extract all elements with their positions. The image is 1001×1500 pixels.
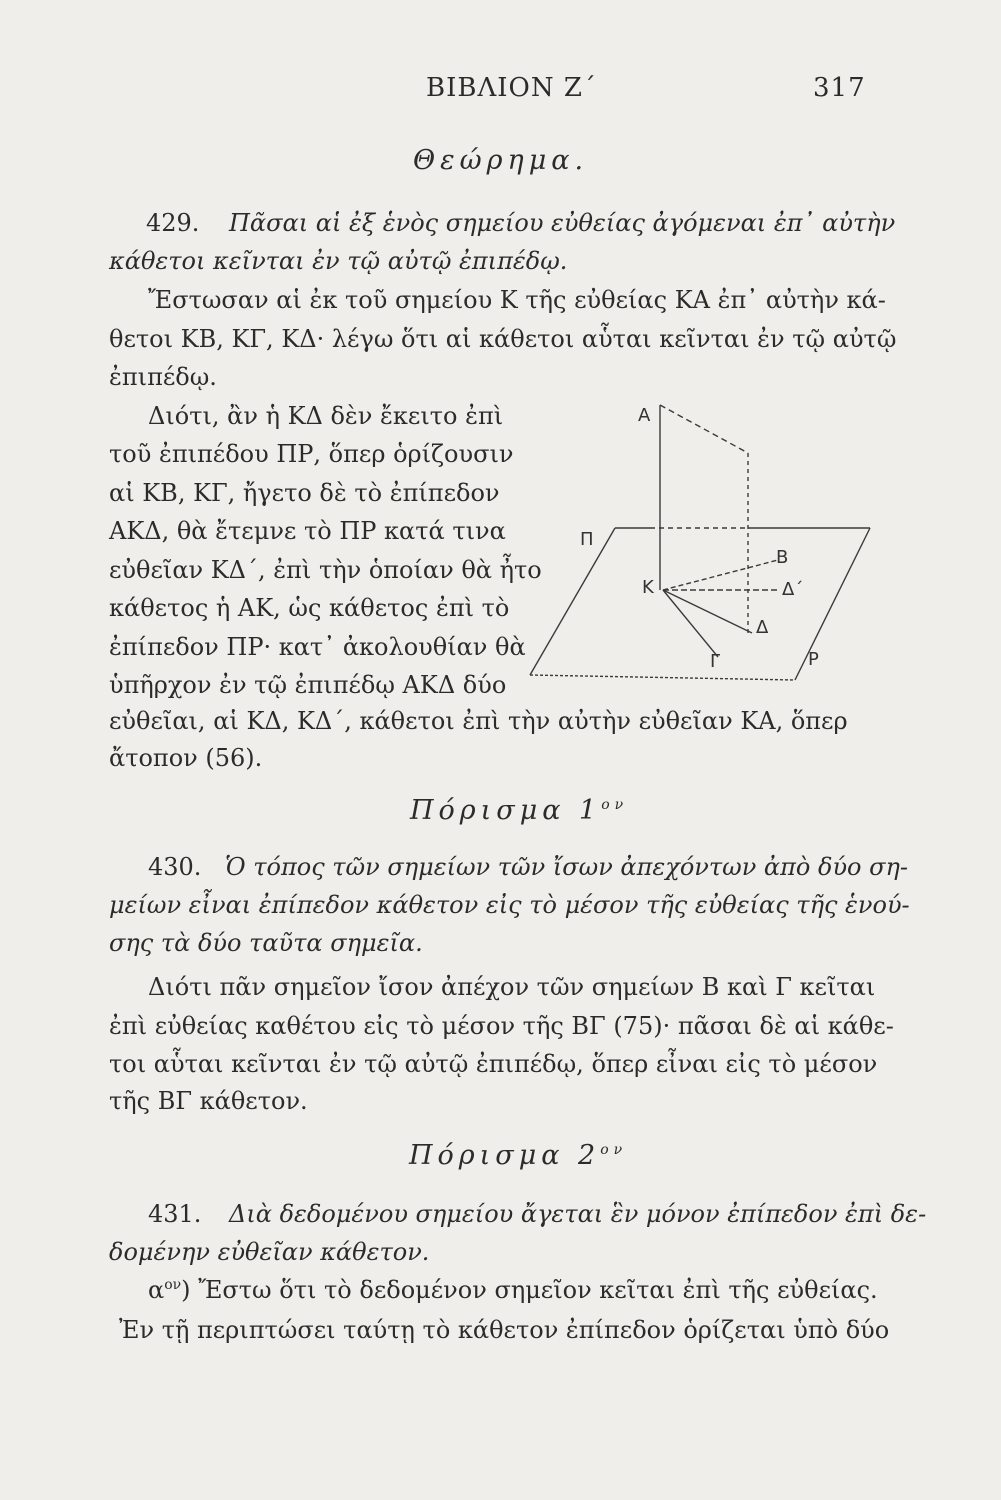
case-marker-sup: ον [164,1277,182,1293]
corollary-2-proof-line-1: Ἔστω ὅτι τὸ δεδομένον σημεῖον κεῖται ἐπὶ τῆς εὐθείας. [198,1276,878,1304]
corollary-2-heading-sup: ον [600,1142,628,1158]
corollary-1-statement-line-1: Ὁ τόπος τῶν σημείων τῶν ἴσων ἀπεχόντων ἀπὸ δύο ση- [225,853,908,881]
plane-bottom-edge [530,675,795,680]
corollary-1-proof-line-1: Διότι πᾶν σημεῖον ἴσον ἀπέχον τῶν σημείων Β καὶ Γ κεῖται [148,973,876,1001]
case-marker-paren: ) [181,1276,191,1304]
proof-intro-line-2: θετοι ΚΒ, ΚΓ, ΚΔ· λέγω ὅτι αἱ κάθετοι αὗται κεῖνται ἐν τῷ αὐτῷ [109,325,897,353]
case-marker: α [148,1276,165,1304]
corollary-2-heading-text: Πόρισμα 2 [409,1140,601,1171]
running-head: ΒΙΒΛΙΟΝ Ζ΄ [426,73,597,103]
proof-intro-line-1: Ἔστωσαν αἱ ἐκ τοῦ σημείου Κ τῆς εὐθείας ΚΑ ἐπ᾿ αὐτὴν κά- [148,286,886,314]
proof-line-6: κάθετος ἡ ΑΚ, ὡς κάθετος ἐπὶ τὸ [109,594,510,622]
label-K: Κ [642,577,654,598]
line-KG [663,590,718,657]
proof-line-5: εὐθεῖαν ΚΔ΄, ἐπὶ τὴν ὁποίαν θὰ ἦτο [109,556,542,584]
theorem-statement-line-1: Πᾶσαι αἱ ἐξ ἑνὸς σημείου εὐθείας ἀγόμεναι ἐπ᾿ αὐτὴν [229,209,896,237]
corollary-2-proof-line-2: Ἐν τῇ περιπτώσει ταύτῃ τὸ κάθετον ἐπίπεδον ὁρίζεται ὑπὸ δύο [119,1316,890,1344]
corollary-2-statement-line-1: Διὰ δεδομένου σημείου ἄγεται ἓν μόνον ἐπίπεδον ἐπὶ δε- [229,1200,927,1228]
line-A-top [660,405,748,453]
line-KB [663,560,778,590]
proof-line-1: Διότι, ἂν ἡ ΚΔ δὲν ἔκειτο ἐπὶ [148,402,504,430]
corollary-1-heading-text: Πόρισμα 1 [410,795,602,826]
label-D-prime: Δ΄ [782,579,804,600]
plane-right-edge [795,528,870,680]
corollary-2-heading [409,1140,627,1171]
corollary-1-heading-sup: ον [601,797,629,813]
label-P: Π [580,529,594,550]
proof-intro-line-3: ἐπιπέδῳ. [109,363,217,391]
geometry-figure [520,395,890,715]
plane-left-edge [530,528,615,675]
corollary-1-proof-line-2: ἐπὶ εὐθείας καθέτου εἰς τὸ μέσον τῆς ΒΓ (75)· πᾶσαι δὲ αἱ κάθε- [109,1012,894,1040]
corollary-1-statement-line-3: σης τὰ δύο ταῦτα σημεῖα. [109,929,423,957]
page-number: 317 [813,73,866,103]
theorem-heading: Θεώρημα. [413,145,589,176]
corollary-2-number: 431. [148,1200,202,1228]
label-D: Δ [756,617,769,638]
label-G: Γ [710,651,721,672]
label-A: Α [638,405,651,426]
proof-line-4: ΑΚΔ, θὰ ἔτεμνε τὸ ΠΡ κατά τινα [109,517,506,545]
corollary-2-statement-line-2: δομένην εὐθεῖαν κάθετον. [109,1238,430,1266]
label-B: Β [776,547,789,568]
corollary-2-case-line [148,1276,878,1304]
label-R: Ρ [808,649,819,670]
proof-line-8: ὑπῆρχον ἐν τῷ ἐπιπέδῳ ΑΚΔ δύο [109,671,507,699]
corollary-1-statement-line-2: μείων εἶναι ἐπίπεδον κάθετον εἰς τὸ μέσον τῆς εὐθείας τῆς ἑνού- [109,891,910,919]
proof-line-3: αἱ ΚΒ, ΚΓ, ἤγετο δὲ τὸ ἐπίπεδον [109,479,500,507]
corollary-1-proof-line-3: τοι αὗται κεῖνται ἐν τῷ αὐτῷ ἐπιπέδῳ, ὅπερ εἶναι εἰς τὸ μέσον [109,1050,878,1078]
corollary-1-heading [410,795,628,826]
corollary-1-number: 430. [148,853,202,881]
proof-end-line-2: ἄτοπον (56). [109,744,263,772]
proof-end-line-1: εὐθεῖαι, αἱ ΚΔ, ΚΔ΄, κάθετοι ἐπὶ τὴν αὐτὴν εὐθεῖαν ΚΑ, ὅπερ [109,707,848,735]
proof-line-2: τοῦ ἐπιπέδου ΠΡ, ὅπερ ὁρίζουσιν [109,440,514,468]
theorem-number: 429. [146,209,200,237]
theorem-statement-line-2: κάθετοι κεῖνται ἐν τῷ αὐτῷ ἐπιπέδῳ. [109,247,568,275]
corollary-1-proof-line-4: τῆς ΒΓ κάθετον. [109,1087,308,1115]
line-KD [663,590,752,633]
proof-line-7: ἐπίπεδον ΠΡ· κατ᾿ ἀκολουθίαν θὰ [109,633,526,661]
